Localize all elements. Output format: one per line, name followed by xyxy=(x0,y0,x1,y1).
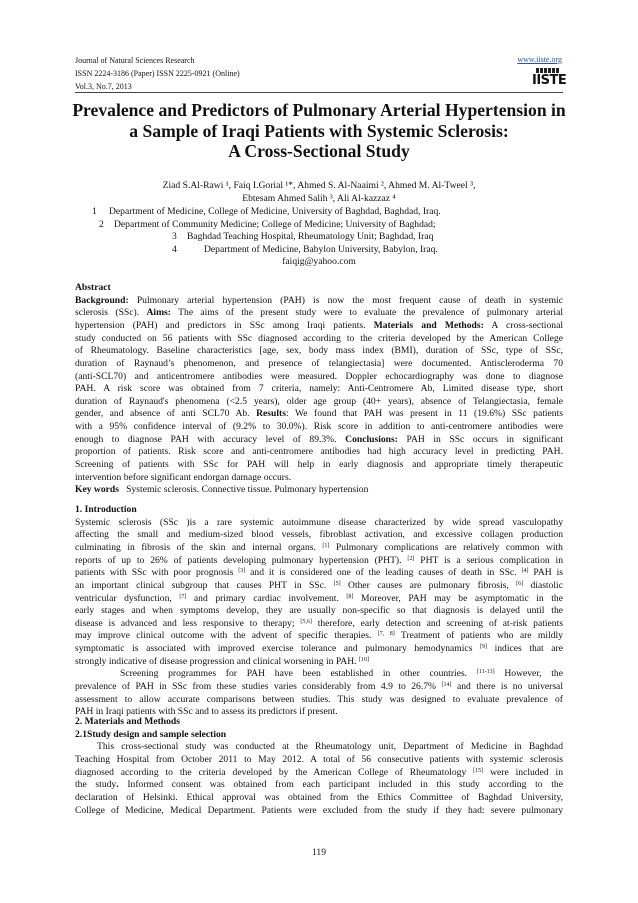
authors-line-1: Ziad S.Al-Rawi ¹, Faiq I.Gorial ¹*, Ahmed S. Al-Naaimi ², Ahmed M. Al-Tweel ³, xyxy=(162,180,476,191)
text-line: with a 95% confidence interval of (9.2% to 30.0%). Risk score in addition to anti-centromere antibodies were xyxy=(75,421,563,433)
text-line: early stages and when symptoms develop, they are usually non-specific so that diagnosis is delayed until the xyxy=(75,605,563,617)
affiliation-number: 3 xyxy=(172,231,177,243)
affiliation-3 xyxy=(75,231,563,244)
title-line-2: a Sample of Iraqi Patients with Systemic Sclerosis: xyxy=(129,120,509,141)
text-line: PAH in Iraqi patients with SSc and to assess its predictors if present. xyxy=(75,706,338,718)
journal-volume: Vol.3, No.7, 2013 xyxy=(75,81,132,91)
text-line: hypertension (PAH) and predictors in SSc among Iraqi patients. Materials and Methods: A cross-sectional xyxy=(75,319,563,331)
affiliation-4 xyxy=(75,244,563,257)
corresponding-email[interactable]: faiqig@yahoo.com xyxy=(282,256,356,268)
text-line: an important clinical subgroup that causes PHT in SSc. [5] Other causes are pulmonary fibrosis, [6] diastolic xyxy=(75,579,563,591)
text-line: Systemic sclerosis (SSc )is a rare systemic autoimmune disease characterized by wide spread vasculopathy xyxy=(75,516,563,528)
title-line-3: A Cross-Sectional Study xyxy=(228,141,410,161)
text-line: diagnosed according to the criteria developed by the American College of Rheumatology [15] were included in xyxy=(75,766,563,778)
text-line: symptomatic is associated with improved exercise tolerance and pulmonary hemodynamics [9] indices that are xyxy=(75,643,563,655)
methods-section xyxy=(75,716,563,817)
header-divider xyxy=(75,92,563,93)
methods-subheading: 2.1Study design and sample selection xyxy=(75,728,227,740)
affiliation-text: Department of Medicine, Babylon University, Babylon, Iraq. xyxy=(204,243,438,255)
journal-name: Journal of Natural Sciences Research xyxy=(75,56,195,65)
introduction-heading: 1. Introduction xyxy=(75,504,137,515)
abstract-section xyxy=(75,282,563,497)
journal-issn: ISSN 2224-3186 (Paper) ISSN 2225-0921 (Online) xyxy=(75,68,240,78)
text-line: culminating in fibrosis of the skin and internal organs. [1] Pulmonary complications are relatively common with xyxy=(75,541,563,553)
text-line: intervention before significant endorgan damage occurs. xyxy=(75,471,292,483)
affiliation-2 xyxy=(75,219,563,232)
text-line: assessment to allow accurate comparisons between studies. This study was designed to evaluate prevalence of xyxy=(75,693,563,705)
text-line: patients with SSc with poor prognosis [3] and it is considered one of the leading causes of death in SSc. [4] PAH is xyxy=(75,567,563,579)
methods-heading: 2. Materials and Methods xyxy=(75,716,180,727)
text-line: duration of Raynaud’s phenomenon, and presence of telangiectasia] were documented. Antiscleroderma 70 xyxy=(75,357,563,369)
text-line: Screening of patients with SSc for PAH will help in early diagnosis and appropriate timely therapeutic xyxy=(75,458,563,470)
text-line: PAH. A risk score was obtained from 7 criteria, namely: Anti-Centromere Ab, Limited disease type, short xyxy=(75,383,563,395)
abstract-heading: Abstract xyxy=(75,282,111,293)
affiliations xyxy=(75,206,563,269)
text-line: sclerosis (SSc). Aims: The aims of the present study were to evaluate the prevalence of pulmonary arterial xyxy=(75,307,563,319)
author-list xyxy=(75,180,563,205)
text-line: proportion of patients. Risk score and anti-centromere antibodies had high accuracy level in predicting PAH. xyxy=(75,446,563,458)
text-line: disease is advanced and less responsive to therapy; [5,6] therefore, early detection and screening of at-risk patients xyxy=(75,617,563,629)
text-line: the study. Informed consent was obtained from each participant included in this study according to the xyxy=(75,779,563,791)
iiste-logo-icon xyxy=(532,68,567,90)
methods-text xyxy=(75,741,563,817)
journal-url-link[interactable]: www.iiste.org xyxy=(517,55,562,64)
text-line: declaration of Helsinki. Ethical approval was obtained from the Ethics Committee of Baghdad University, xyxy=(75,791,563,803)
keywords-line xyxy=(75,484,563,497)
title-line-1: Prevalence and Predictors of Pulmonary Arterial Hypertension in xyxy=(72,100,566,120)
text-line: College of Medicine, Medical Department. Patients were excluded from the study if they had: severe pulmonary xyxy=(75,804,563,816)
text-line: may improve clinical outcome with the advent of specific therapies. [7, 8] Treatment of patients who are mildly xyxy=(75,630,563,642)
affiliation-text: Department of Medicine, College of Medicine, University of Baghdad, Baghdad, Iraq. xyxy=(109,206,441,217)
affiliation-1 xyxy=(75,206,563,219)
affiliation-number: 4 xyxy=(172,243,177,255)
abstract-text xyxy=(75,295,563,485)
text-line: study conducted on 56 patients with SSc diagnosed according to the criteria developed by the American College xyxy=(75,332,563,344)
page-number: 119 xyxy=(311,847,327,858)
text-line: Background: Pulmonary arterial hypertension (PAH) is now the most frequent cause of death in systemic xyxy=(75,294,563,306)
text-line: Screening programmes for PAH have been established in other countries. [11-13] However, the xyxy=(120,668,563,680)
paper-title xyxy=(60,100,578,162)
journal-url-block xyxy=(517,55,562,64)
text-line: of Rheumatology. Baseline characteristics [age, sex, body mass index (BMI), duration of SSc, type of SSc, xyxy=(75,345,563,357)
keywords-label: Key words xyxy=(75,484,119,496)
logo-text: IISTE xyxy=(532,73,567,88)
affiliation-number: 2 xyxy=(99,218,104,230)
affiliation-number: 1 xyxy=(92,206,97,217)
journal-header xyxy=(75,55,240,93)
text-line: Teaching Hospital from October 2011 to May 2012. A total of 56 consecutive patients with systemic sclerosis xyxy=(75,753,563,765)
text-line: (anti-SCL70) and anticentromere antibodies were measured. Doppler echocardiography was done to diagnose xyxy=(75,370,563,382)
authors-line-2: Ebtesam Ahmed Salih ³, Ali Al-kazzaz ⁴ xyxy=(242,192,396,204)
keywords-text: Systemic sclerosis. Connective tissue. Pulmonary hypertension xyxy=(126,484,369,496)
text-line: This cross-sectional study was conducted at the Rheumatology unit, Department of Medicine in Baghdad xyxy=(97,741,563,753)
text-line: reports of up to 26% of patients developing pulmonary hypertension (PHT). [2] PHT is a serious complication in xyxy=(75,554,563,566)
text-line: duration of Raynaud's phenomena (<2.5 years), older age group (40+ years), absence of Telangiectasia, female xyxy=(75,395,563,407)
text-line: enough to diagnose PAH with accuracy level of 89.3%. Conclusions: PAH in SSc occurs in significant xyxy=(75,433,564,445)
text-line: strongly indicative of disease progression and clinical worsening in PAH. [10] xyxy=(75,655,369,667)
text-line: prevalence of PAH in SSc from these studies varies considerably from 4.9 to 26.7% [14] and there is no universal xyxy=(75,680,563,692)
introduction-section xyxy=(75,504,563,719)
affiliation-text: Department of Community Medicine; College of Medicine; University of Baghdad; xyxy=(114,218,436,230)
affiliation-text: Baghdad Teaching Hospital, Rheumatology Unit; Baghdad, Iraq xyxy=(187,231,434,243)
text-line: ventricular dysfunction, [7] and primary cardiac involvement. [8] Moreover, PAH may be asymptomatic in the xyxy=(75,592,563,604)
text-line: affecting the small and medium-sized blood vessels, fibroblast activation, and excessive collagen production xyxy=(75,529,563,541)
introduction-text xyxy=(75,517,563,719)
text-line: gender, and absence of anti SCL70 Ab. Results: We found that PAH was present in 11 (19.6%) SSc patients xyxy=(75,408,563,420)
